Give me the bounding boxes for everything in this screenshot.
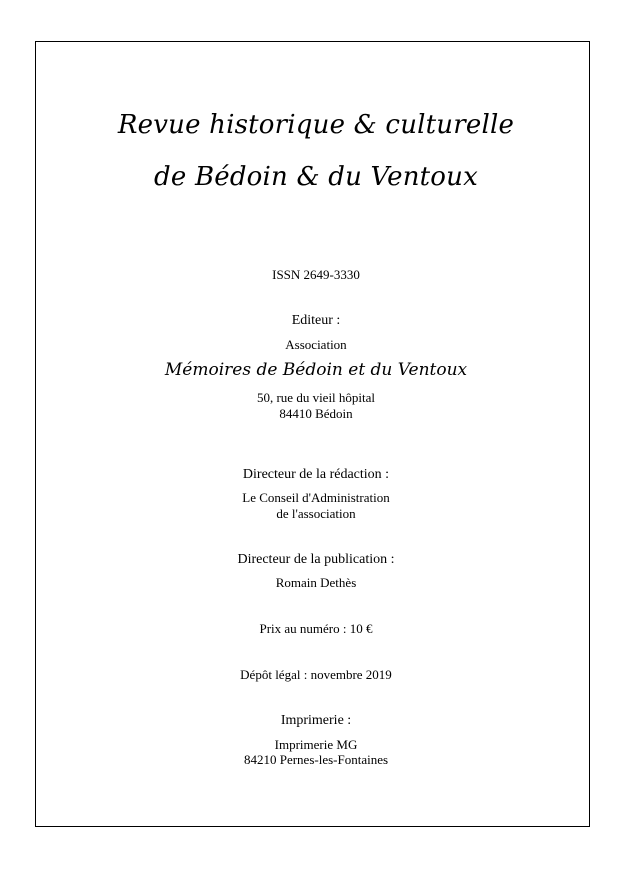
issn: ISSN 2649-3330 — [272, 267, 360, 282]
imprimerie-name: Imprimerie MG — [274, 737, 358, 752]
address-line1: 50, rue du vieil hôpital — [256, 390, 376, 405]
directeur-publication-label: Directeur de la publication : — [237, 552, 395, 567]
depot-legal: Dépôt légal : novembre 2019 — [240, 667, 392, 682]
prix-au-numero: Prix au numéro : 10 € — [259, 621, 373, 636]
imprimerie-city: 84210 Pernes-les-Fontaines — [243, 752, 389, 767]
association-prefix: Association — [285, 337, 347, 352]
page-border — [35, 41, 590, 827]
association-name: Mémoires de Bédoin et du Ventoux — [164, 360, 468, 380]
directeur-redaction-value-line1: Le Conseil d'Administration — [242, 490, 390, 505]
directeur-publication-value: Romain Dethès — [275, 575, 357, 590]
editeur-label: Editeur : — [291, 313, 341, 328]
directeur-redaction-label: Directeur de la rédaction : — [242, 467, 390, 482]
address-line2: 84410 Bédoin — [279, 406, 353, 421]
journal-title-line1: Revue historique & culturelle — [117, 110, 515, 140]
imprimerie-label: Imprimerie : — [280, 713, 352, 728]
journal-title-line2: de Bédoin & du Ventoux — [154, 162, 478, 192]
directeur-redaction-value-line2: de l'association — [276, 506, 356, 521]
